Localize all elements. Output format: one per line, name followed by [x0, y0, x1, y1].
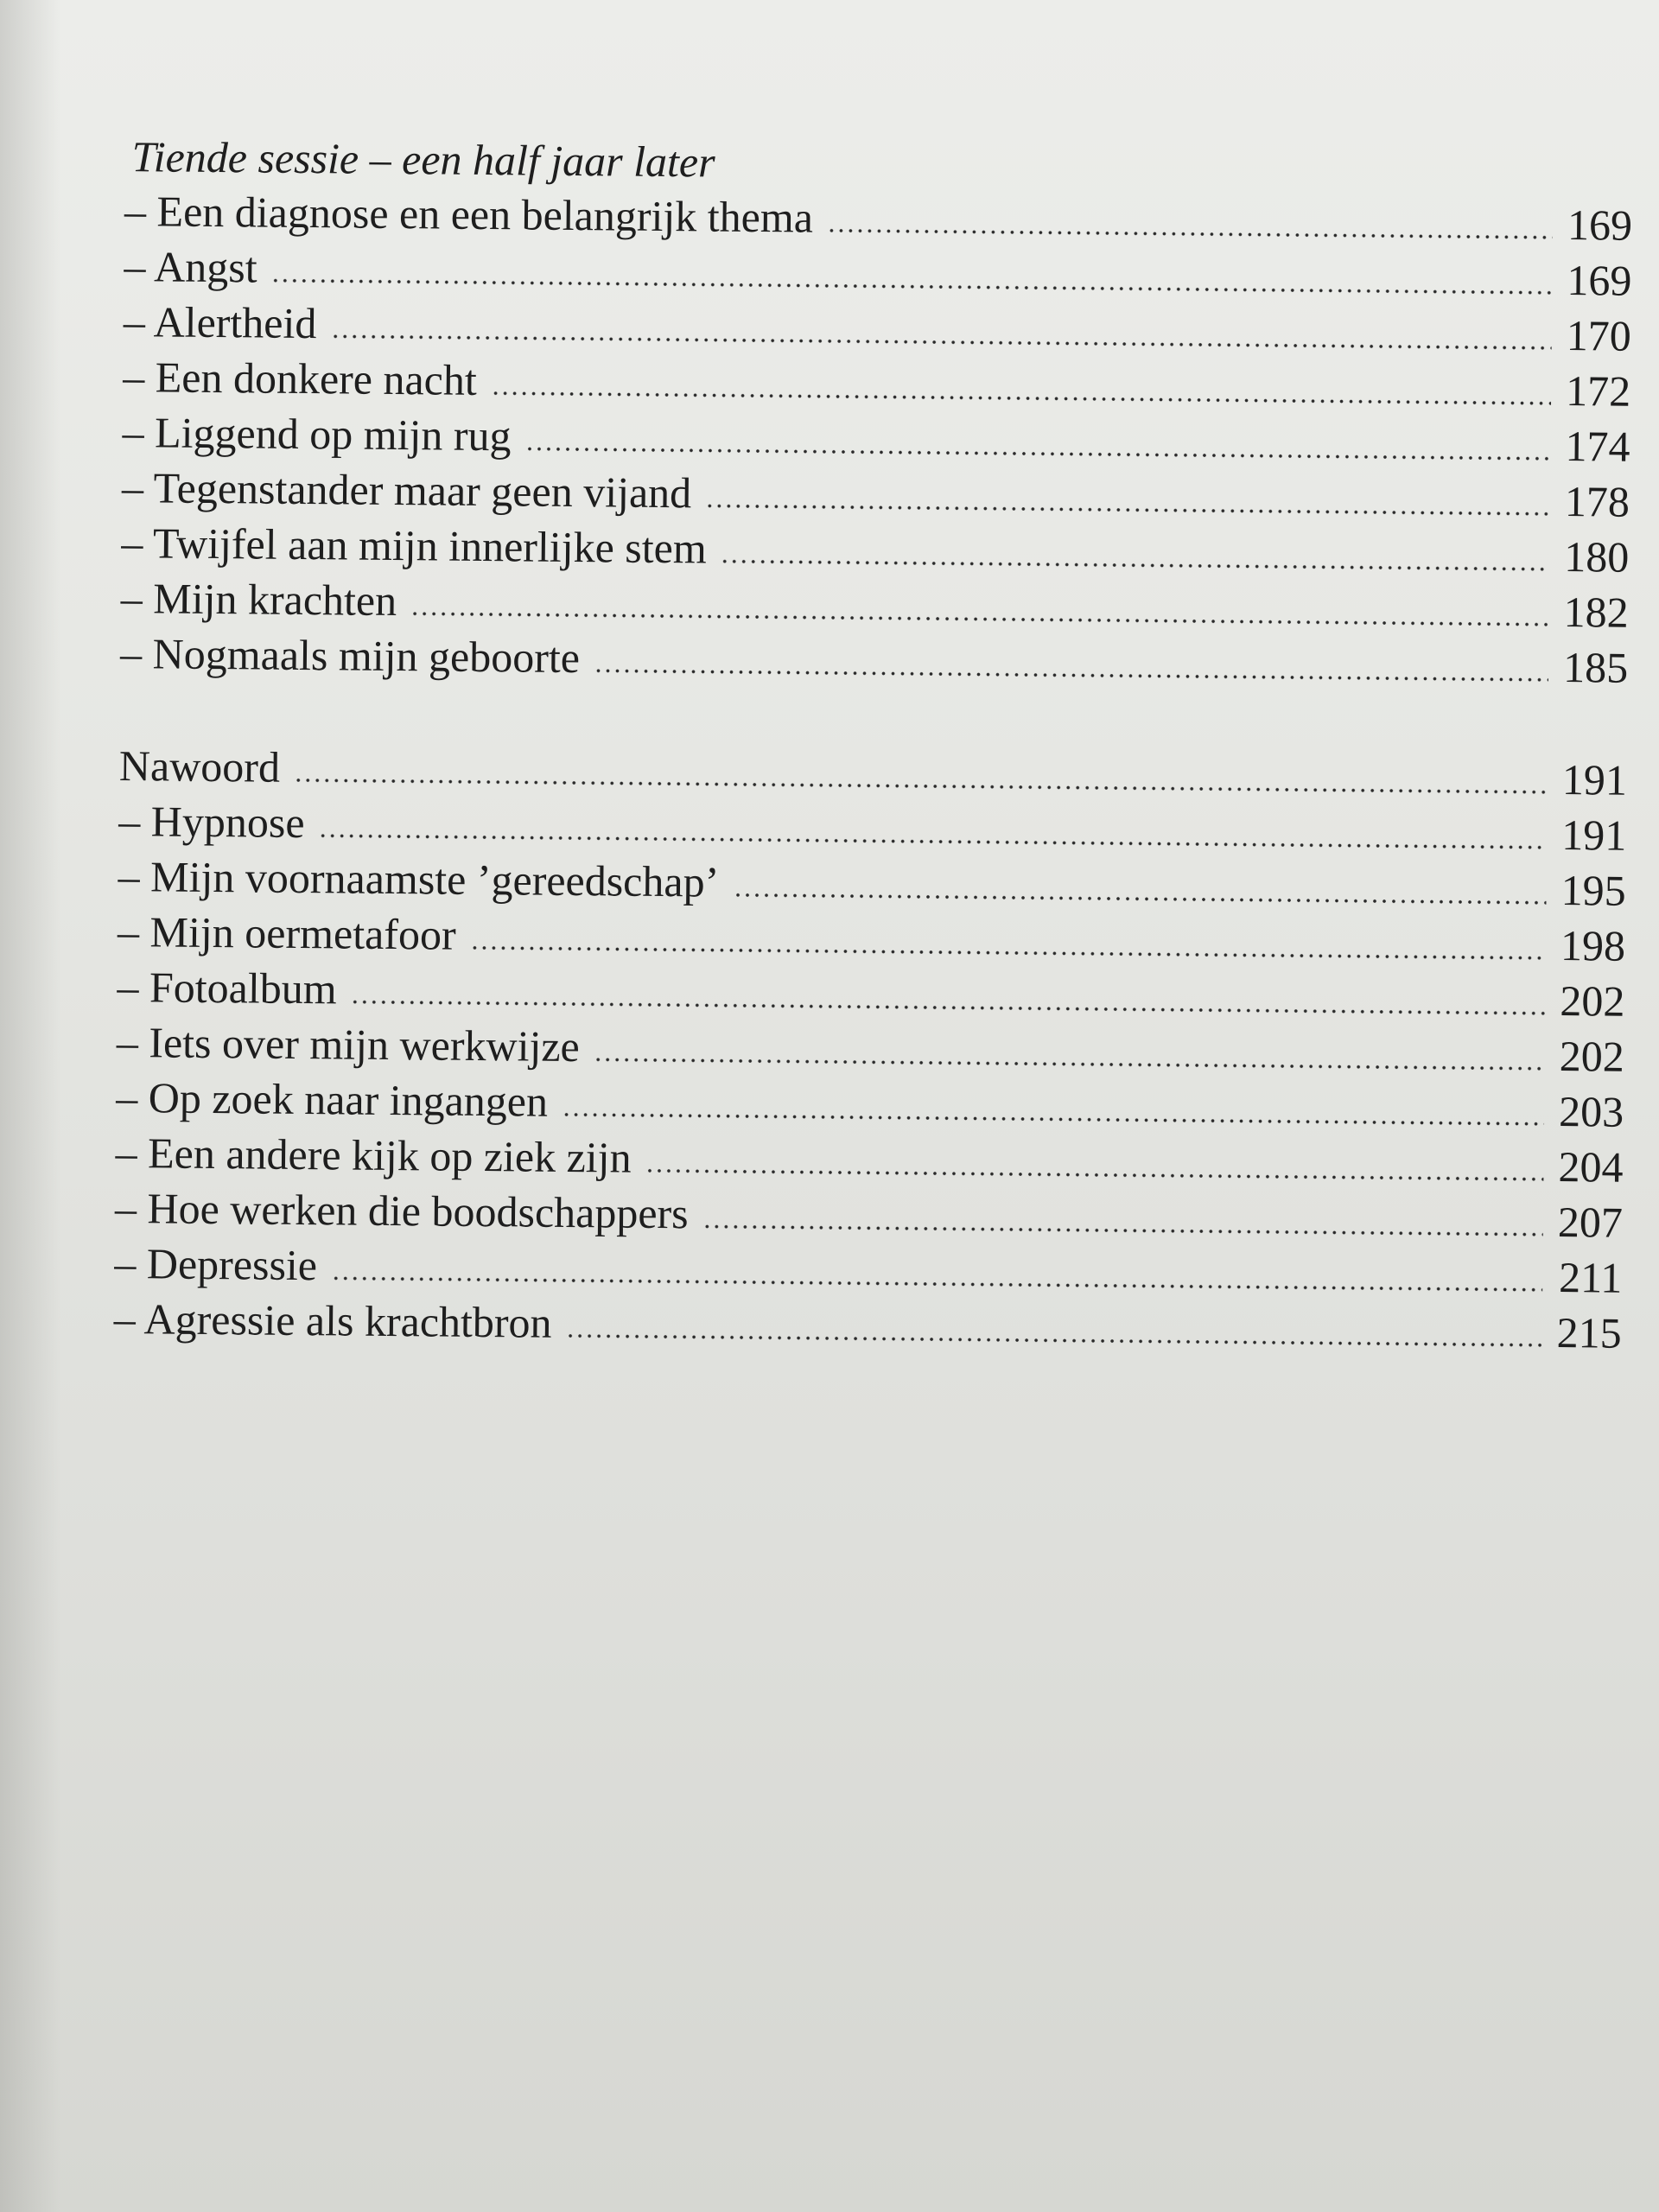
entry-title: – Liggend op mijn rug: [122, 407, 512, 461]
dot-leader: [294, 778, 1548, 795]
dot-leader: [524, 446, 1550, 461]
dot-leader: [645, 1168, 1543, 1182]
page-number: 202: [1559, 1031, 1625, 1081]
dot-leader: [565, 1333, 1541, 1348]
page-number: 182: [1563, 588, 1629, 637]
page-number: 195: [1560, 865, 1626, 915]
dot-leader: [491, 391, 1551, 406]
entry-title: – Fotoalbum: [117, 962, 337, 1014]
page-number: 185: [1562, 643, 1629, 692]
page-number: 178: [1564, 477, 1630, 526]
entry-title: – Een andere kijk op ziek zijn: [115, 1128, 632, 1182]
entry-title: – Mijn oermetafoor: [117, 906, 456, 959]
page-number: 215: [1556, 1307, 1622, 1357]
page-number: 204: [1558, 1141, 1624, 1192]
dot-leader: [721, 559, 1550, 572]
page-number: 174: [1565, 422, 1630, 471]
entry-title: – Alertheid: [123, 296, 317, 348]
entry-title: – Tegenstander maar geen vijand: [121, 462, 692, 518]
dot-leader: [594, 1057, 1545, 1071]
dot-leader: [469, 945, 1545, 961]
page-number: 191: [1561, 754, 1628, 804]
entry-title: – Angst: [124, 241, 257, 292]
dot-leader: [271, 278, 1553, 296]
page-number: 172: [1565, 366, 1631, 416]
section-title-tiende-sessie: Tiende sessie – een half jaar later: [131, 132, 715, 187]
dot-leader: [702, 1224, 1542, 1236]
page-number: 198: [1560, 920, 1626, 970]
dot-leader: [562, 1112, 1544, 1127]
entry-title: – Mijn voornaamste ’gereedschap’: [118, 851, 720, 906]
dot-leader: [410, 611, 1549, 627]
page-number: 169: [1567, 256, 1632, 305]
entry-title: – Hypnose: [118, 796, 305, 848]
entry-title: – Nogmaals mijn geboorte: [119, 628, 581, 683]
dot-leader: [705, 503, 1550, 516]
page-number: 203: [1558, 1086, 1624, 1136]
entry-title: – Iets over mijn werkwijze: [116, 1017, 581, 1071]
entry-title: – Een diagnose en een belangrijk thema: [124, 186, 814, 242]
page-number: 211: [1558, 1252, 1623, 1302]
page-number: 202: [1560, 976, 1625, 1026]
entry-title: – Een donkere nacht: [122, 352, 478, 404]
entry-title: – Twijfel aan mijn innerlijke stem: [121, 518, 708, 573]
table-of-contents: [113, 130, 1632, 1361]
page-number: 191: [1560, 810, 1627, 860]
dot-leader: [827, 228, 1553, 240]
page-gutter-shadow: [0, 0, 60, 2212]
page-number: 170: [1566, 311, 1632, 360]
dot-leader: [331, 1275, 1542, 1292]
entry-title: – Hoe werken die boodschappers: [114, 1183, 689, 1238]
page-number: 169: [1567, 200, 1633, 250]
entry-title: – Op zoek naar ingangen: [115, 1072, 549, 1126]
entry-title: – Mijn krachten: [120, 573, 397, 626]
page-number: 207: [1557, 1197, 1624, 1247]
dot-leader: [594, 668, 1548, 683]
entry-title: – Agressie als krachtbron: [113, 1294, 552, 1347]
dot-leader: [733, 893, 1546, 906]
entry-title: – Depressie: [114, 1238, 318, 1290]
dot-leader: [330, 334, 1551, 351]
entry-title: Nawoord: [118, 741, 281, 791]
page-number: 180: [1564, 532, 1630, 582]
dot-leader: [350, 1000, 1545, 1016]
dot-leader: [318, 833, 1547, 850]
